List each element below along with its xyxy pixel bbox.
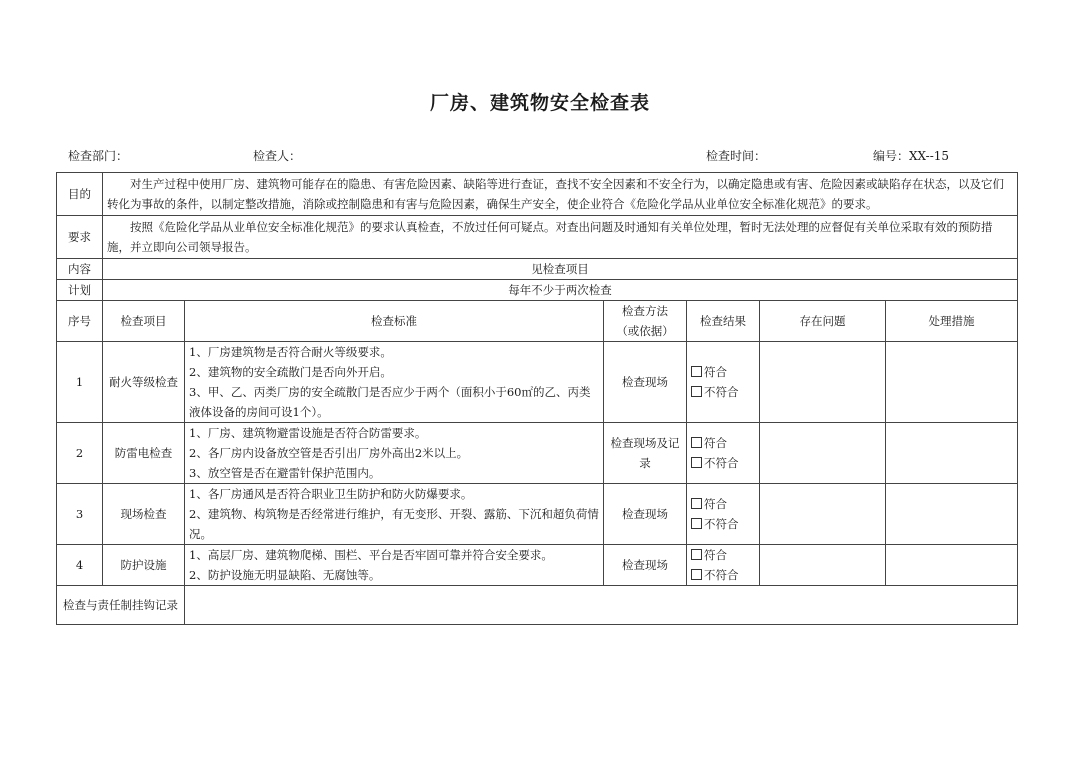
content-row xyxy=(57,259,1018,280)
standard-line: 3、放空管是否在避雷针保护范围内。 xyxy=(189,466,381,480)
row-problem[interactable] xyxy=(760,484,886,545)
number-field xyxy=(873,147,949,164)
row-no: 2 xyxy=(57,423,103,484)
checkbox-icon xyxy=(691,498,702,509)
footer-value[interactable] xyxy=(185,586,1018,625)
checkbox-icon xyxy=(691,549,702,560)
result-nonconform-label: 不符合 xyxy=(704,456,739,470)
footer-label: 检查与责任制挂钩记录 xyxy=(57,586,185,625)
footer-row xyxy=(57,586,1018,625)
standard-line: 2、防护设施无明显缺陷、无腐蚀等。 xyxy=(189,568,381,582)
standard-line: 1、厂房、建筑物避雷设施是否符合防雷要求。 xyxy=(189,426,427,440)
content-value: 见检查项目 xyxy=(103,259,1018,280)
row-item: 耐火等级检查 xyxy=(103,342,185,423)
row-method: 检查现场及记录 xyxy=(604,423,687,484)
standard-line: 1、各厂房通风是否符合职业卫生防护和防火防爆要求。 xyxy=(189,487,473,501)
checkbox-icon xyxy=(691,569,702,580)
result-conform-label: 符合 xyxy=(704,548,727,562)
result-nonconform-label: 不符合 xyxy=(704,517,739,531)
purpose-row xyxy=(57,173,1018,216)
result-conform-label: 符合 xyxy=(704,365,727,379)
result-nonconform-label: 不符合 xyxy=(704,568,739,582)
inspector-label: 检查人： xyxy=(253,149,302,163)
result-conform[interactable] xyxy=(691,433,755,453)
plan-value: 每年不少于两次检查 xyxy=(103,280,1018,301)
row-standard xyxy=(185,545,604,586)
row-problem[interactable] xyxy=(760,545,886,586)
inspection-table xyxy=(56,172,1018,625)
purpose-label: 目的 xyxy=(57,173,103,216)
row-method: 检查现场 xyxy=(604,484,687,545)
row-measure[interactable] xyxy=(886,484,1018,545)
header-method-line1: 检查方法 xyxy=(622,304,668,318)
row-item: 防雷电检查 xyxy=(103,423,185,484)
row-standard xyxy=(185,484,604,545)
header-result: 检查结果 xyxy=(687,301,760,342)
result-conform-label: 符合 xyxy=(704,436,727,450)
header-measure: 处理措施 xyxy=(886,301,1018,342)
standard-line: 3、甲、乙、丙类厂房的安全疏散门是否应少于两个（面积小于60㎡的乙、丙类液体设备的房间可设1个）。 xyxy=(189,385,591,419)
page-title: 厂房、建筑物安全检查表 xyxy=(429,92,650,114)
number-value: XX--15 xyxy=(909,149,950,163)
purpose-text: 对生产过程中使用厂房、建筑物可能存在的隐患、有害危险因素、缺陷等进行查证，查找不安全因素和不安全行为，以确定隐患或有害、危险因素或缺陷存在状态，以及它们转化为事故的条件，以制定整改措施，消除或控制隐患和有害与危险因素，确保生产安全，使企业符合《危险化学品从业单位安全标准化规范》的要求。 xyxy=(103,173,1018,216)
standard-line: 1、高层厂房、建筑物爬梯、围栏、平台是否牢固可靠并符合安全要求。 xyxy=(189,548,553,562)
checkbox-icon xyxy=(691,386,702,397)
dept-label: 检查部门： xyxy=(68,149,129,163)
number-label: 编号： xyxy=(873,149,910,163)
table-row xyxy=(57,484,1018,545)
result-nonconform[interactable] xyxy=(691,565,755,585)
row-measure[interactable] xyxy=(886,545,1018,586)
checkbox-icon xyxy=(691,437,702,448)
row-standard xyxy=(185,423,604,484)
result-conform-label: 符合 xyxy=(704,497,727,511)
row-method: 检查现场 xyxy=(604,545,687,586)
row-item: 现场检查 xyxy=(103,484,185,545)
result-conform[interactable] xyxy=(691,545,755,565)
time-label: 检查时间： xyxy=(706,149,767,163)
standard-line: 1、厂房建筑物是否符合耐火等级要求。 xyxy=(189,345,392,359)
requirement-label: 要求 xyxy=(57,216,103,259)
row-result xyxy=(687,484,760,545)
row-result xyxy=(687,545,760,586)
content-label: 内容 xyxy=(57,259,103,280)
row-item: 防护设施 xyxy=(103,545,185,586)
row-no: 4 xyxy=(57,545,103,586)
table-row xyxy=(57,342,1018,423)
row-problem[interactable] xyxy=(760,342,886,423)
header-row xyxy=(57,301,1018,342)
header-standard: 检查标准 xyxy=(185,301,604,342)
header-no: 序号 xyxy=(57,301,103,342)
row-no: 3 xyxy=(57,484,103,545)
row-result xyxy=(687,423,760,484)
requirement-row xyxy=(57,216,1018,259)
table-row xyxy=(57,423,1018,484)
plan-row xyxy=(57,280,1018,301)
row-method: 检查现场 xyxy=(604,342,687,423)
table-row xyxy=(57,545,1018,586)
result-conform[interactable] xyxy=(691,362,755,382)
standard-line: 2、建筑物、构筑物是否经常进行维护，有无变形、开裂、露筋、下沉和超负荷情况。 xyxy=(189,507,599,541)
checkbox-icon xyxy=(691,366,702,377)
standard-line: 2、建筑物的安全疏散门是否向外开启。 xyxy=(189,365,392,379)
header-item: 检查项目 xyxy=(103,301,185,342)
row-problem[interactable] xyxy=(760,423,886,484)
result-nonconform[interactable] xyxy=(691,514,755,534)
result-nonconform[interactable] xyxy=(691,382,755,402)
row-measure[interactable] xyxy=(886,423,1018,484)
header-method-line2: （或依据） xyxy=(616,324,674,338)
row-result xyxy=(687,342,760,423)
row-standard xyxy=(185,342,604,423)
standard-line: 2、各厂房内设备放空管是否引出厂房外高出2米以上。 xyxy=(189,446,469,460)
checkbox-icon xyxy=(691,457,702,468)
result-nonconform-label: 不符合 xyxy=(704,385,739,399)
header-method xyxy=(604,301,687,342)
row-no: 1 xyxy=(57,342,103,423)
row-measure[interactable] xyxy=(886,342,1018,423)
requirement-text: 按照《危险化学品从业单位安全标准化规范》的要求认真检查，不放过任何可疑点。对查出问题及时通知有关单位处理，暂时无法处理的应督促有关单位采取有效的预防措施，并立即向公司领导报告。 xyxy=(103,216,1018,259)
result-conform[interactable] xyxy=(691,494,755,514)
result-nonconform[interactable] xyxy=(691,453,755,473)
header-problem: 存在问题 xyxy=(760,301,886,342)
plan-label: 计划 xyxy=(57,280,103,301)
checkbox-icon xyxy=(691,518,702,529)
